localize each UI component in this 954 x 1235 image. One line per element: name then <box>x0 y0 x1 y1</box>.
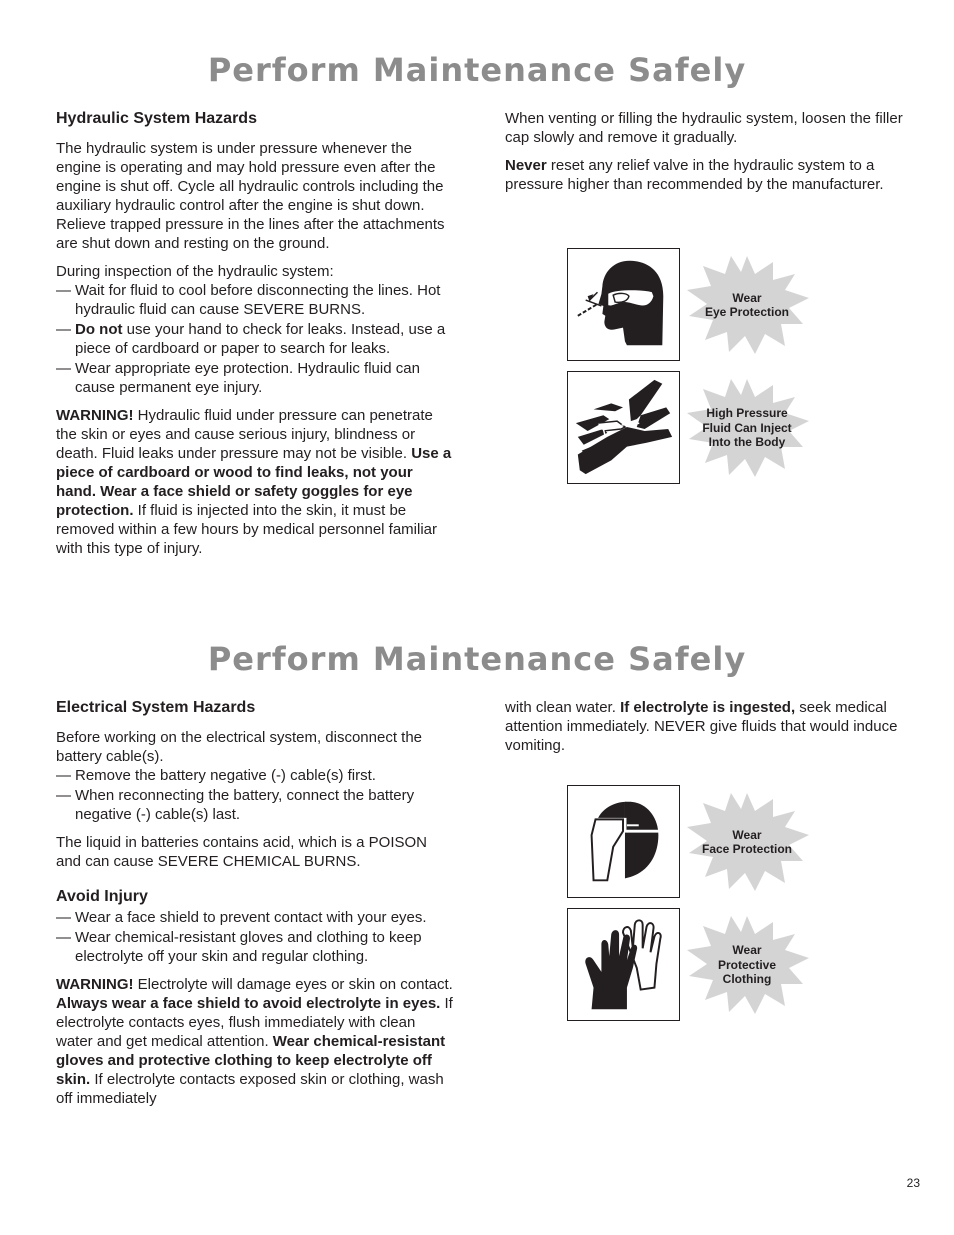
protective-clothing-burst <box>685 916 809 1014</box>
list-item-text: Wait for fluid to cool before disconnecting the lines. Hot hydraulic fluid can cause SEVERE BURNS. <box>75 282 441 318</box>
ingestion-text: seek medical attention immediately. NEVER give fluids that would induce vomiting. <box>505 699 898 754</box>
warning-label: WARNING! <box>56 976 134 993</box>
warning-text: Electrolyte will damage eyes or skin on contact. <box>133 976 453 993</box>
eye-protection-burst <box>685 256 809 354</box>
list-item-text: use your hand to check for leaks. Instead, use a piece of cardboard or paper to search for leaks. <box>75 321 446 357</box>
list-item-text: Wear chemical-resistant gloves and clothing to keep electrolyte off your skin and regular clothing. <box>75 929 422 965</box>
list-item <box>56 786 456 824</box>
list-item <box>56 766 456 785</box>
warning-bold-text: Wear chemical-resistant gloves and protective clothing to keep electrolyte off skin. <box>56 1033 446 1088</box>
inspection-intro: During inspection of the hydraulic system: <box>56 263 334 280</box>
relief-valve-text: reset any relief valve in the hydraulic system to a pressure higher than recommended by the manufacturer. <box>505 157 884 193</box>
warning-text: Hydraulic fluid under pressure can penetrate the skin or eyes and cause serious injury, blindness or death. Fluid leaks under pressure may not be visible. <box>56 407 433 462</box>
eye-protection-label: Wear Eye Protection <box>704 290 790 319</box>
electrical-heading: Electrical System Hazards <box>56 699 256 716</box>
warning-text: If electrolyte contacts eyes, flush immediately with clean water and get medical attention. <box>56 995 453 1050</box>
page-title-top: Perform Maintenance Safely <box>207 51 747 89</box>
list-item-text: When reconnecting the battery, connect the battery negative (-) cable(s) last. <box>75 787 415 823</box>
hydraulic-warning <box>56 406 456 558</box>
warning-bold-text: Always wear a face shield to avoid electrolyte in eyes. <box>56 995 441 1012</box>
protective-gloves-icon <box>567 908 680 1021</box>
list-item-text: Wear appropriate eye protection. Hydraulic fluid can cause permanent eye injury. <box>75 360 420 396</box>
ingestion-text: with clean water. <box>505 699 621 716</box>
electrolyte-warning <box>56 975 456 1108</box>
hydraulic-heading: Hydraulic System Hazards <box>56 110 257 127</box>
face-shield-icon <box>567 785 680 898</box>
electrical-left-column <box>56 698 456 1117</box>
page-title-bottom: Perform Maintenance Safely <box>207 640 747 678</box>
warning-text: If electrolyte contacts exposed skin or clothing, wash off immediately <box>56 1071 444 1107</box>
list-item <box>56 281 456 319</box>
avoid-injury-list <box>56 908 456 966</box>
ingestion-paragraph <box>505 698 905 755</box>
relief-valve-paragraph <box>505 156 905 194</box>
avoid-injury-heading: Avoid Injury <box>56 888 148 905</box>
ingestion-bold: If electrolyte is ingested, <box>620 699 796 716</box>
battery-list <box>56 728 456 824</box>
list-item <box>56 908 456 927</box>
hydraulic-right-column <box>505 109 905 203</box>
venting-paragraph: When venting or filling the hydraulic system, loosen the filler cap slowly and remove it gradually. <box>505 110 903 146</box>
list-item-text: Wear a face shield to prevent contact with your eyes. <box>75 909 427 926</box>
list-item-bold: Do not <box>75 321 123 338</box>
warning-label: WARNING! <box>56 407 134 424</box>
list-item <box>56 320 456 358</box>
hydraulic-intro-paragraph: The hydraulic system is under pressure whenever the engine is operating and may hold pressure even after the engine is shut off. Cycle all hydraulic controls including the auxiliary hydraulic control after the engine is shut down. Relieve trapped pressure in the lines after the attachments are shut down and resting on the ground. <box>56 140 445 252</box>
face-protection-burst <box>685 793 809 891</box>
high-pressure-fluid-icon <box>567 371 680 484</box>
list-item-text: Remove the battery negative (-) cable(s) first. <box>75 767 376 784</box>
inspection-list <box>56 262 456 397</box>
high-pressure-burst <box>685 379 809 477</box>
list-item <box>56 359 456 397</box>
electrical-right-column <box>505 698 905 764</box>
high-pressure-label: High Pressure Fluid Can Inject Into the Body <box>702 406 792 450</box>
acid-paragraph: The liquid in batteries contains acid, which is a POISON and can cause SEVERE CHEMICAL BURNS. <box>56 834 428 870</box>
face-protection-label: Wear Face Protection <box>701 827 793 856</box>
warning-bold-text: Use a piece of cardboard or wood to find leaks, not your hand. Wear a face shield or safety goggles for eye protection. <box>56 445 452 519</box>
warning-text: If fluid is injected into the skin, it must be removed within a few hours by medical personnel familiar with this type of injury. <box>56 502 438 557</box>
battery-intro: Before working on the electrical system, disconnect the battery cable(s). <box>56 729 423 765</box>
page-number: 23 <box>906 1176 920 1190</box>
never-bold: Never <box>505 157 547 174</box>
protective-clothing-label: Wear Protective Clothing <box>717 943 777 987</box>
list-item <box>56 928 456 966</box>
hydraulic-left-column <box>56 109 456 567</box>
eye-protection-icon <box>567 248 680 361</box>
